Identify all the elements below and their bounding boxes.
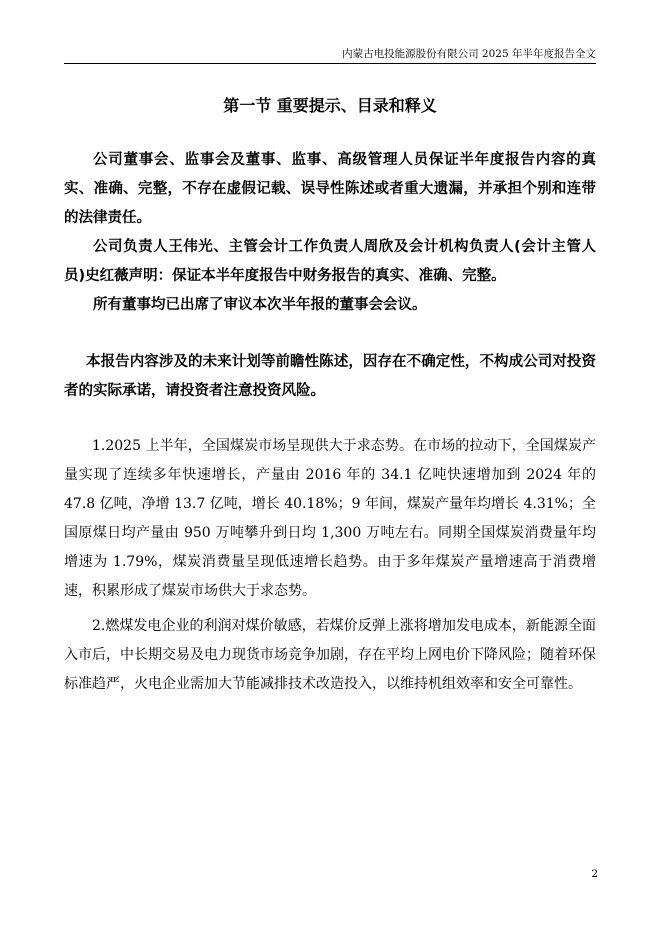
risk-notice-block	[64, 348, 596, 406]
declaration-paragraph: 所有董事均已出席了审议本次半年报的董事会会议。	[93, 297, 427, 313]
page-number: 2	[591, 868, 598, 880]
declaration-paragraph: 公司负责人王伟光、主管会计工作负责人周欣及会计机构负责人(会计主管人员)史红薇声明：保证本半年度报告中财务报告的真实、准确、完整。	[64, 239, 596, 284]
running-header: 内蒙古电投能源股份有限公司 2025 年半年度报告全文	[342, 48, 596, 60]
header-divider	[64, 63, 596, 64]
risk-detail-paragraph: 1.2025 上半年，全国煤炭市场呈现供大于求态势。在市场的拉动下，全国煤炭产量实现了连续多年快速增长，产量由 2016 年的 34.1 亿吨快速增加到 2024 年的 47.8 亿吨，净增 13.7 亿吨，增长 40.18%；9 年间，煤炭产量年均增长 4.31%；全国原煤日均产量由 950 万吨攀升到日均 1,300 万吨左右。同期全国煤炭消费量年均增速为 1.79%，煤炭消费量呈现低速增长趋势。由于多年煤炭产量增速高于消费增速，积累形成了煤炭市场供大于求态势。	[64, 438, 596, 599]
section-title: 第一节 重要提示、目录和释义	[223, 96, 437, 115]
risk-details-block	[64, 432, 596, 705]
risk-notice-paragraph: 本报告内容涉及的未来计划等前瞻性陈述，因存在不确定性，不构成公司对投资者的实际承诺，请投资者注意投资风险。	[64, 354, 596, 399]
declarations-block	[64, 146, 596, 320]
declaration-paragraph: 公司董事会、监事会及董事、监事、高级管理人员保证半年度报告内容的真实、准确、完整，不存在虚假记载、误导性陈述或者重大遗漏，并承担个别和连带的法律责任。	[64, 152, 596, 226]
risk-detail-paragraph: 2.燃煤发电企业的利润对煤价敏感，若煤价反弹上涨将增加发电成本，新能源全面入市后，中长期交易及电力现货市场竞争加剧，存在平均上网电价下降风险；随着环保标准趋严，火电企业需加大节能减排技术改造投入，以维持机组效率和安全可靠性。	[64, 618, 596, 692]
